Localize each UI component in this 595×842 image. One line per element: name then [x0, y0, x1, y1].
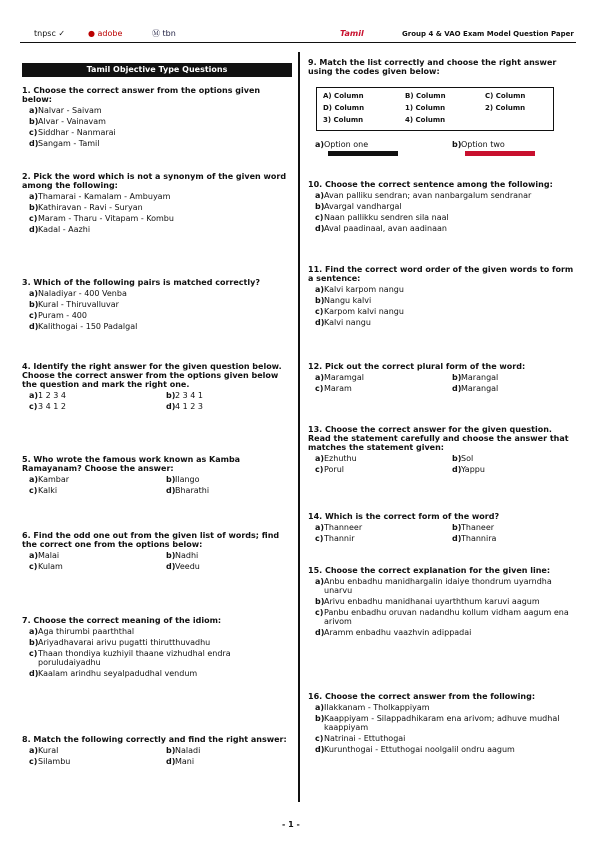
option-letter: b): [166, 551, 176, 560]
question-text: 14. Which is the correct form of the word?: [308, 512, 500, 521]
answer-option[interactable]: [308, 523, 439, 532]
options-list: [22, 192, 290, 234]
option-letter: c): [29, 562, 38, 571]
options-list: [308, 371, 576, 393]
option-letter: d): [166, 402, 176, 411]
header-title: Group 4 & VAO Exam Model Question Paper: [402, 30, 574, 38]
option-text: Maram: [324, 384, 352, 393]
options-list: [22, 106, 290, 148]
option-text: 4 1 2 3: [175, 402, 203, 411]
option-letter: d): [315, 628, 325, 637]
option-text: Thannira: [461, 534, 497, 543]
option-text: Kulam: [38, 562, 63, 571]
option-letter: b): [29, 117, 39, 126]
answer-option[interactable]: [159, 551, 290, 560]
option-text: 3 4 1 2: [38, 402, 66, 411]
answer-option[interactable]: [308, 597, 576, 606]
option-letter: a): [29, 391, 39, 400]
option-text: Thaan thondiya kuzhiyil thaane vizhudhal endra poruludaiyadhu: [38, 649, 231, 667]
question-text: 1. Choose the correct answer from the options given below:: [22, 86, 261, 104]
option-text: 1 2 3 4: [38, 391, 66, 400]
answer-option[interactable]: [22, 117, 290, 126]
answer-option[interactable]: [445, 465, 576, 474]
option-text: Kambar: [38, 475, 70, 484]
option-text: Panbu enbadhu oruvan nadandhu kollum vidham aagum ena arivom: [324, 608, 569, 626]
option-text: Ilango: [175, 475, 200, 484]
answer-option[interactable]: [159, 475, 290, 484]
answer-option[interactable]: [308, 714, 576, 732]
question-text: 3. Which of the following pairs is matched correctly?: [22, 278, 260, 287]
option-letter: c): [315, 307, 324, 316]
answer-option[interactable]: [22, 402, 153, 411]
option-letter: a): [29, 551, 39, 560]
option-letter: c): [315, 465, 324, 474]
answer-option[interactable]: [308, 191, 576, 200]
option-letter: a): [315, 454, 325, 463]
answer-option[interactable]: [22, 322, 290, 331]
option-text: Maram - Tharu - Vitapam - Kombu: [38, 214, 174, 223]
section-title: Tamil Objective Type Questions: [22, 63, 292, 77]
question-item: [22, 86, 290, 148]
question-text: 11. Find the correct word order of the given words to form a sentence:: [308, 265, 574, 283]
option-text: Nalvar - Saivam: [38, 106, 102, 115]
option-letter: d): [315, 224, 325, 233]
option-letter: c): [315, 608, 324, 617]
option-letter: d): [452, 534, 462, 543]
option-letter: c): [29, 128, 38, 137]
option-letter: b): [166, 475, 176, 484]
answer-option[interactable]: [22, 475, 153, 484]
option-letter: b): [29, 300, 39, 309]
match-cell: 1) Column: [405, 104, 446, 112]
option-text: Ezhuthu: [324, 454, 357, 463]
brand-logo: Tamil: [340, 29, 364, 38]
option-text: Aga thirumbi paarththal: [38, 627, 135, 636]
option-text: Option two: [461, 140, 505, 149]
option-text: Naan pallikku sendren sila naal: [324, 213, 449, 222]
option-text: Alvar - Vainavam: [38, 117, 106, 126]
option-letter: c): [29, 311, 38, 320]
options-list: [22, 627, 290, 678]
options-list: [22, 289, 290, 331]
option-text: Naladiyar - 400 Venba: [38, 289, 127, 298]
page-number: - 1 -: [282, 820, 300, 829]
answer-option[interactable]: [22, 128, 290, 137]
match-cell: 2) Column: [485, 104, 526, 112]
option-letter: c): [315, 384, 324, 393]
answer-option[interactable]: [308, 465, 439, 474]
question-item: [22, 616, 290, 678]
option-letter: a): [315, 577, 325, 586]
option-letter: b): [29, 203, 39, 212]
option-letter: c): [29, 486, 38, 495]
option-letter: c): [315, 734, 324, 743]
option-letter: d): [29, 669, 39, 678]
option-letter: a): [315, 523, 325, 532]
question-text: 15. Choose the correct explanation for the given line:: [308, 566, 551, 575]
option-letter: a): [315, 373, 325, 382]
option-letter: a): [29, 627, 39, 636]
option-letter: b): [452, 523, 462, 532]
question-item: [308, 512, 576, 543]
answer-bar: [328, 151, 398, 156]
answer-option[interactable]: [308, 224, 576, 233]
options-list: [22, 744, 290, 766]
option-text: 2 3 4 1: [175, 391, 203, 400]
match-cell: B) Column: [405, 92, 446, 100]
option-letter: a): [29, 289, 39, 298]
option-letter: a): [315, 191, 325, 200]
question-text: 9. Match the list correctly and choose the right answer using the codes given below:: [308, 58, 557, 76]
option-text: Kural: [38, 746, 59, 755]
answer-option[interactable]: [22, 669, 290, 678]
question-item: [22, 278, 290, 331]
option-text: Porul: [324, 465, 345, 474]
answer-option[interactable]: [22, 757, 153, 766]
answer-option[interactable]: [22, 289, 290, 298]
option-letter: a): [29, 746, 39, 755]
answer-option[interactable]: [22, 562, 153, 571]
option-letter: b): [452, 454, 462, 463]
answer-option[interactable]: [159, 746, 290, 755]
answer-option[interactable]: [308, 307, 576, 316]
logo-left: tnpsc ✓: [34, 29, 66, 38]
option-letter: d): [29, 139, 39, 148]
options-list: [308, 452, 576, 474]
question-item: [308, 566, 576, 637]
option-text: Option one: [324, 140, 369, 149]
match-box: [316, 87, 554, 131]
match-cell: 4) Column: [405, 116, 446, 124]
question-item: [308, 692, 576, 754]
option-text: Thannir: [324, 534, 355, 543]
option-text: Thamarai - Kamalam - Ambuyam: [38, 192, 171, 201]
option-letter: b): [452, 373, 462, 382]
option-text: Bharathi: [175, 486, 210, 495]
option-text: Karpom kalvi nangu: [324, 307, 404, 316]
options-list: [22, 549, 290, 571]
match-cell: A) Column: [323, 92, 364, 100]
option-text: Maramgal: [324, 373, 364, 382]
option-letter: d): [452, 465, 462, 474]
answer-option[interactable]: [445, 523, 576, 532]
question-text: 6. Find the odd one out from the given list of words; find the correct one from the options below:: [22, 531, 280, 549]
answer-option[interactable]: [159, 391, 290, 400]
question-item: [22, 455, 290, 495]
option-text: Natrinai - Ettuthogai: [324, 734, 406, 743]
option-text: Silambu: [38, 757, 71, 766]
answer-option[interactable]: [308, 745, 576, 754]
option-text: Ariyadhavarai arivu pugatti thirutthuvadhu: [38, 638, 211, 647]
answer-option[interactable]: [308, 140, 439, 158]
option-letter: b): [315, 296, 325, 305]
question-item: [308, 265, 576, 327]
option-text: Nangu kalvi: [324, 296, 372, 305]
answer-option[interactable]: [308, 296, 576, 305]
option-letter: a): [29, 475, 39, 484]
option-text: Naladi: [175, 746, 201, 755]
answer-option[interactable]: [22, 746, 153, 755]
option-letter: b): [166, 391, 176, 400]
match-cell: C) Column: [485, 92, 526, 100]
header-rule: [20, 42, 576, 43]
answer-option[interactable]: [22, 214, 290, 223]
option-letter: c): [315, 213, 324, 222]
option-text: Marangal: [461, 373, 499, 382]
question-text: 7. Choose the correct meaning of the idiom:: [22, 616, 222, 625]
option-text: Sangam - Tamil: [38, 139, 100, 148]
option-letter: d): [166, 757, 176, 766]
answer-option[interactable]: [22, 311, 290, 320]
match-cell: D) Column: [323, 104, 365, 112]
answer-option[interactable]: [308, 213, 576, 222]
option-letter: b): [315, 714, 325, 723]
answer-option[interactable]: [22, 551, 153, 560]
options-list: [308, 138, 576, 158]
answer-option[interactable]: [22, 627, 290, 636]
option-text: Veedu: [175, 562, 200, 571]
option-text: Thanneer: [324, 523, 363, 532]
answer-option[interactable]: [308, 285, 576, 294]
option-text: Kural - Thiruvalluvar: [38, 300, 119, 309]
options-list: [308, 285, 576, 327]
option-letter: c): [29, 649, 38, 658]
option-letter: b): [29, 638, 39, 647]
option-text: Avargal vandhargal: [324, 202, 402, 211]
option-letter: d): [452, 384, 462, 393]
column-divider: [298, 52, 300, 802]
option-letter: d): [166, 486, 176, 495]
answer-option[interactable]: [445, 384, 576, 393]
option-letter: b): [315, 202, 325, 211]
answer-option[interactable]: [308, 373, 439, 382]
answer-option[interactable]: [308, 534, 439, 543]
option-text: Kadal - Aazhi: [38, 225, 91, 234]
option-text: Nadhi: [175, 551, 199, 560]
logo-middle: ● adobe: [88, 29, 123, 38]
answer-bar: [465, 151, 535, 156]
option-letter: d): [166, 562, 176, 571]
option-text: Kathiravan - Ravi - Suryan: [38, 203, 143, 212]
answer-option[interactable]: [308, 384, 439, 393]
option-text: Malai: [38, 551, 60, 560]
option-text: Kalithogai - 150 Padalgal: [38, 322, 138, 331]
question-text: 2. Pick the word which is not a synonym of the given word among the following:: [22, 172, 287, 190]
question-text: 10. Choose the correct sentence among the following:: [308, 180, 553, 189]
option-letter: a): [315, 140, 325, 149]
options-list: [308, 577, 576, 637]
option-text: Kalvi nangu: [324, 318, 371, 327]
answer-option[interactable]: [445, 373, 576, 382]
question-text: 16. Choose the correct answer from the following:: [308, 692, 536, 701]
option-text: Aval paadinaal, avan aadinaan: [324, 224, 447, 233]
answer-option[interactable]: [159, 757, 290, 766]
option-letter: c): [29, 757, 38, 766]
option-letter: d): [315, 318, 325, 327]
question-text: 12. Pick out the correct plural form of the word:: [308, 362, 526, 371]
option-text: Aramm enbadhu vaazhvin adippadai: [324, 628, 472, 637]
answer-option[interactable]: [159, 402, 290, 411]
option-letter: c): [29, 214, 38, 223]
option-letter: a): [29, 106, 39, 115]
answer-option[interactable]: [22, 300, 290, 309]
question-item: [22, 172, 290, 234]
answer-option[interactable]: [22, 638, 290, 647]
answer-option[interactable]: [22, 649, 290, 667]
option-letter: d): [29, 322, 39, 331]
option-text: Kalki: [38, 486, 58, 495]
option-text: Siddhar - Nanmarai: [38, 128, 116, 137]
option-text: Yappu: [461, 465, 485, 474]
options-list: [22, 473, 290, 495]
option-letter: b): [166, 746, 176, 755]
question-text: 5. Who wrote the famous work known as Kamba Ramayanam? Choose the answer:: [22, 455, 241, 473]
option-letter: d): [315, 745, 325, 754]
page-header: [0, 0, 595, 48]
answer-option[interactable]: [308, 628, 576, 637]
question-item: [308, 362, 576, 393]
match-cell: 3) Column: [323, 116, 364, 124]
option-text: Kaalam arindhu seyalpadudhal vendum: [38, 669, 198, 678]
answer-option[interactable]: [445, 534, 576, 543]
option-letter: c): [315, 534, 324, 543]
option-letter: d): [29, 225, 39, 234]
option-text: Thaneer: [461, 523, 495, 532]
answer-option[interactable]: [308, 202, 576, 211]
answer-option[interactable]: [22, 192, 290, 201]
option-letter: a): [315, 285, 325, 294]
option-letter: b): [315, 597, 325, 606]
option-letter: a): [315, 703, 325, 712]
question-text: 8. Match the following correctly and find the right answer:: [22, 735, 287, 744]
question-item: [22, 735, 290, 766]
answer-option[interactable]: [159, 562, 290, 571]
answer-option[interactable]: [22, 203, 290, 212]
option-text: Marangal: [461, 384, 499, 393]
logo-right: Ⓜ tbn: [152, 29, 176, 38]
options-list: [308, 521, 576, 543]
answer-option[interactable]: [308, 703, 576, 712]
question-item: [308, 180, 576, 233]
option-text: Arivu enbadhu manidhanai uyarththum karuvi aagum: [324, 597, 540, 606]
option-text: Kalvi karpom nangu: [324, 285, 404, 294]
option-letter: b): [452, 140, 462, 149]
option-text: Mani: [175, 757, 195, 766]
options-list: [22, 389, 290, 411]
answer-option[interactable]: [22, 225, 290, 234]
option-text: Kurunthogai - Ettuthogai noolgalil ondru aagum: [324, 745, 515, 754]
answer-option[interactable]: [22, 139, 290, 148]
question-item: [308, 425, 576, 474]
answer-option[interactable]: [308, 734, 576, 743]
answer-option[interactable]: [308, 577, 576, 595]
answer-option[interactable]: [22, 486, 153, 495]
answer-option[interactable]: [22, 391, 153, 400]
answer-option[interactable]: [445, 454, 576, 463]
answer-option[interactable]: [445, 140, 576, 158]
option-text: Sol: [461, 454, 474, 463]
option-text: Avan palliku sendran; avan nanbargalum sendranar: [324, 191, 532, 200]
question-text: 13. Choose the correct answer for the given question. Read the statement carefully and choose the answer that matches the statement given:: [308, 425, 569, 452]
options-list: [308, 191, 576, 233]
answer-option[interactable]: [159, 486, 290, 495]
answer-option[interactable]: [22, 106, 290, 115]
option-text: Anbu enbadhu manidhargalin idaiye thondrum uyarndha unarvu: [324, 577, 552, 595]
answer-option[interactable]: [308, 454, 439, 463]
option-text: Puram - 400: [38, 311, 87, 320]
options-list: [308, 703, 576, 754]
answer-option[interactable]: [308, 608, 576, 626]
option-text: Ilakkanam - Tholkappiyam: [324, 703, 430, 712]
question-item: [22, 531, 290, 571]
question-item: [22, 362, 290, 411]
option-letter: a): [29, 192, 39, 201]
question-text: 4. Identify the right answer for the given question below. Choose the correct answer from the options given below the question and mark the right one.: [22, 362, 282, 389]
option-letter: c): [29, 402, 38, 411]
answer-option[interactable]: [308, 318, 576, 327]
option-text: Kaappiyam - Silappadhikaram ena arivom; adhuve mudhal kaappiyam: [324, 714, 560, 732]
